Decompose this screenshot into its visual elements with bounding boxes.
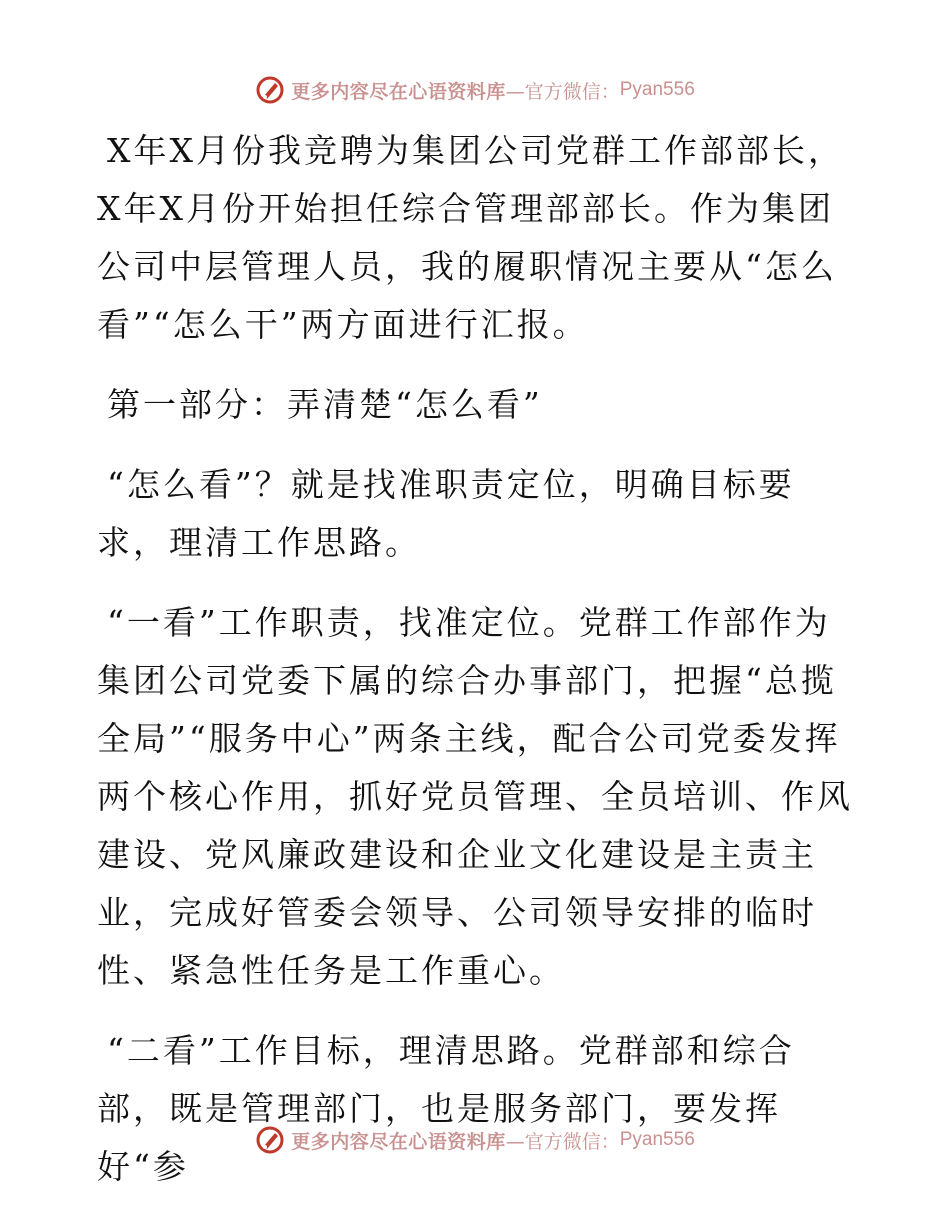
footer-banner (0, 1122, 950, 1158)
banner-separator: —官方微信： (505, 1130, 620, 1153)
banner-site-name: 更多内容尽在心语资料库 (291, 1130, 506, 1153)
paragraph-first-look: “一看”工作职责，找准定位。党群工作部作为集团公司党委下属的综合办事部门，把握“总揽全局”“服务中心”两条主线，配合公司党委发挥两个核心作用，抓好党员管理、全员培训、作风建设、党风廉政建设和企业文化建设是主责主业，完成好管委会领导、公司领导安排的临时性、紧急性任务是工作重心。 (97, 603, 853, 990)
banner-wechat-id: Pyan556 (619, 79, 695, 100)
section-heading: 第一部分：弄清楚“怎么看” (107, 385, 543, 424)
banner-wechat-id: Pyan556 (619, 1129, 695, 1150)
header-banner (0, 72, 950, 108)
document-body (97, 122, 853, 1218)
paragraph-intro: X年X月份我竞聘为集团公司党群工作部部长，X年X月份开始担任综合管理部部长。作为集团公司中层管理人员，我的履职情况主要从“怎么看”“怎么干”两方面进行汇报。 (97, 131, 844, 344)
paragraph-second-look: “二看”工作目标，理清思路。党群部和综合部，既是管理部门，也是服务部门，要发挥好“参 (97, 1031, 795, 1186)
paragraph-how-to-see: “怎么看”？就是找准职责定位，明确目标要求，理清工作思路。 (97, 465, 795, 562)
banner-separator: —官方微信： (505, 80, 620, 103)
pen-logo-icon (255, 1125, 285, 1155)
banner-site-name: 更多内容尽在心语资料库 (291, 80, 506, 103)
pen-logo-icon (255, 75, 285, 105)
